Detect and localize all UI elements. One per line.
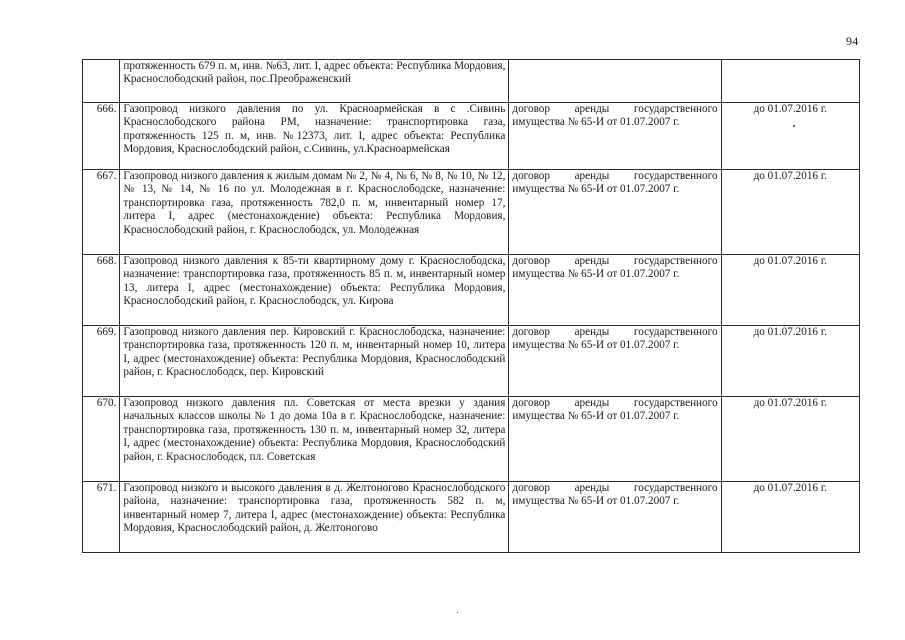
term-cell: до 01.07.2016 г. [721,170,859,255]
legal-basis-cell: договор аренды государственного имущества № 65-И от 01.07.2007 г. [509,170,721,255]
table-row [83,60,860,103]
scan-speck [793,125,795,127]
legal-basis-cell: договор аренды государственного имущества № 65-И от 01.07.2007 г. [509,326,721,397]
legal-basis-cell: договор аренды государственного имущества № 65-И от 01.07.2007 г. [509,255,721,326]
scan-speck [457,612,458,613]
object-description-cell: Газопровод низкого давления пер. Кировский г. Краснослободска, назначение: транспортировка газа, протяженность 120 п. м, инвентарный номер 10, литера I, адрес (местонахождение) объекта: Республика Мордовия, Краснослободский район, г. Краснослободск, пер. Кировский [120,326,509,397]
row-number-cell: 667. [83,170,120,255]
object-description-cell: Газопровод низкого давления по ул. Красноармейская в с .Сивинь Краснослободского района РМ, назначение: транспортировка газа, протяженность 125 п. м, инв. №12373, лит. I, адрес объекта: Республика Мордовия, Краснослободский район, с.Сивинь, ул.Красноармейская [120,103,509,170]
table-row [83,326,860,397]
row-number-cell: 666. [83,103,120,170]
table-row [83,170,860,255]
object-description-cell: Газопровод низкого давления к 85-ти квартирному дому г. Краснослободска, назначение: транспортировка газа, протяженность 85 п. м, инвентарный номер 13, литера I, адрес (местонахождение) объекта: Республика Мордовия, Краснослободский район, г. Краснослободск, ул. Кирова [120,255,509,326]
term-cell: до 01.07.2016 г. [721,326,859,397]
term-cell: до 01.07.2016 г. [721,255,859,326]
row-number-cell: 668. [83,255,120,326]
legal-basis-cell: договор аренды государственного имущества № 65-И от 01.07.2007 г. [509,103,721,170]
term-cell: до 01.07.2016 г. [721,103,859,170]
table-row [83,103,860,170]
object-description-cell: Газопровод низкого и высокого давления в д. Желтоногово Краснослободского района, назначение: транспортировка газа, протяженность 582 п. м, инвентарный номер 7, литера I, адрес (местонахождение) объекта: Республика Мордовия, Краснослободский район, д. Желтоногово [120,482,509,553]
object-description-cell: протяженность 679 п. м, инв. №63, лит. I, адрес объекта: Республика Мордовия, Краснослободский район, пос.Преображенский [120,60,509,103]
term-cell [721,60,859,103]
legal-basis-cell [509,60,721,103]
table-row [83,255,860,326]
row-number-cell: 670. [83,397,120,482]
term-cell: до 01.07.2016 г. [721,482,859,553]
row-number-cell: 671. [83,482,120,553]
object-description-cell: Газопровод низкого давления к жилым домам № 2, № 4, № 6, № 8, № 10, № 12, № 13, № 14, № 16 по ул. Молодежная в г. Краснослободске, назначение: транспортировка газа, протяженность 782,0 п. м, инвентарный номер 17, литера I, адрес (местонахождение) объекта: Республика Мордовия, Краснослободский район, г. Краснослободск, ул. Молодежная [120,170,509,255]
page-number: 94 [846,34,859,48]
row-number-cell: 669. [83,326,120,397]
object-description-cell: Газопровод низкого давления пл. Советская от места врезки у здания начальных классов школы № 1 до дома 10а в г. Краснослободске, назначение: транспортировка газа, протяженность 130 п. м, инвентарный номер 32, литера I, адрес (местонахождение) объекта: Республика Мордовия, Краснослободский район, г. Краснослободск, пл. Советская [120,397,509,482]
legal-basis-cell: договор аренды государственного имущества № 65-И от 01.07.2007 г. [509,397,721,482]
table-row [83,397,860,482]
table-row [83,482,860,553]
term-cell: до 01.07.2016 г. [721,397,859,482]
row-number-cell [83,60,120,103]
legal-basis-cell: договор аренды государственного имущества № 65-И от 01.07.2007 г. [509,482,721,553]
property-register-table [82,59,860,553]
